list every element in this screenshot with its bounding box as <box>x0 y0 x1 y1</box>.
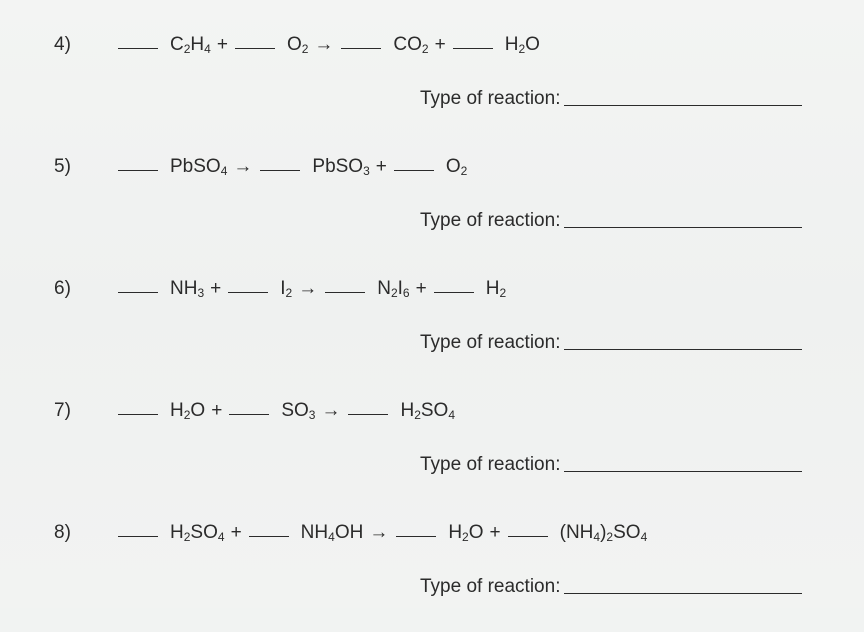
formula-text: O <box>468 522 484 543</box>
formula-subscript: 2 <box>518 42 526 56</box>
formula-text: O <box>525 34 540 55</box>
plus-sign: + <box>210 278 222 299</box>
reaction-type-answer-blank[interactable] <box>564 592 802 594</box>
formula-text: CO <box>393 34 422 55</box>
problem-number: 6) <box>54 278 71 299</box>
chemical-equation <box>118 400 455 422</box>
formula-text: PbSO <box>170 156 221 177</box>
chemical-formula <box>281 400 315 422</box>
formula-text: N <box>377 278 391 299</box>
formula-subscript: 4 <box>593 530 601 544</box>
chemical-formula <box>170 522 225 544</box>
reaction-type-label: Type of reaction: <box>420 210 561 231</box>
problem-item <box>0 400 864 510</box>
formula-text: H <box>170 400 184 421</box>
plus-sign: + <box>211 400 223 421</box>
coefficient-blank[interactable] <box>341 47 381 49</box>
coefficient-blank[interactable] <box>249 535 289 537</box>
formula-subscript: 2 <box>499 286 507 300</box>
chemical-equation <box>118 156 467 178</box>
problem-number: 8) <box>54 522 71 543</box>
chemical-formula <box>170 34 211 56</box>
coefficient-blank[interactable] <box>118 413 158 415</box>
coefficient-blank[interactable] <box>228 291 268 293</box>
formula-text: ) <box>600 522 607 543</box>
reaction-type-line <box>420 210 802 232</box>
formula-text: H <box>170 522 184 543</box>
reaction-type-label: Type of reaction: <box>420 88 561 109</box>
formula-subscript: 4 <box>204 42 211 56</box>
chemical-equation <box>118 522 647 544</box>
coefficient-blank[interactable] <box>394 169 434 171</box>
coefficient-blank[interactable] <box>434 291 474 293</box>
reaction-type-answer-blank[interactable] <box>564 348 802 350</box>
formula-subscript: 4 <box>217 530 225 544</box>
coefficient-blank[interactable] <box>508 535 548 537</box>
coefficient-blank[interactable] <box>325 291 365 293</box>
problem-item <box>0 156 864 266</box>
formula-subscript: 2 <box>414 408 421 422</box>
chemical-formula <box>312 156 369 178</box>
reaction-type-answer-blank[interactable] <box>564 104 802 106</box>
reaction-arrow: → <box>321 400 341 421</box>
chemical-formula <box>393 34 428 56</box>
coefficient-blank[interactable] <box>118 535 158 537</box>
formula-subscript: 2 <box>421 42 429 56</box>
formula-text: SO <box>281 400 309 421</box>
formula-text: O <box>190 400 206 421</box>
formula-text: PbSO <box>312 156 364 177</box>
reaction-type-line <box>420 88 802 110</box>
chemical-formula <box>170 156 227 178</box>
coefficient-blank[interactable] <box>453 47 493 49</box>
reaction-type-label: Type of reaction: <box>420 576 561 597</box>
formula-subscript: 2 <box>390 286 398 300</box>
formula-subscript: 2 <box>183 42 191 56</box>
formula-text: SO <box>613 522 641 543</box>
coefficient-blank[interactable] <box>118 291 158 293</box>
formula-subscript: 2 <box>460 164 468 178</box>
chemical-formula <box>505 34 540 56</box>
chemical-formula <box>400 400 455 422</box>
formula-text: OH <box>334 522 364 543</box>
coefficient-blank[interactable] <box>235 47 275 49</box>
formula-subscript: 2 <box>183 530 191 544</box>
formula-text: I <box>280 278 286 299</box>
plus-sign: + <box>375 156 387 177</box>
formula-text: H <box>485 278 500 299</box>
reaction-type-label: Type of reaction: <box>420 332 561 353</box>
reaction-arrow: → <box>369 522 389 543</box>
formula-subscript: 4 <box>640 530 648 544</box>
formula-subscript: 3 <box>363 164 370 178</box>
coefficient-blank[interactable] <box>396 535 436 537</box>
formula-text: SO <box>420 400 449 421</box>
problem-number: 7) <box>54 400 71 421</box>
plus-sign: + <box>415 278 427 299</box>
formula-subscript: 3 <box>308 408 316 422</box>
problem-item <box>0 522 864 632</box>
chemical-formula <box>170 400 205 422</box>
formula-subscript: 2 <box>606 530 614 544</box>
formula-subscript: 6 <box>402 286 410 300</box>
formula-subscript: 2 <box>183 408 191 422</box>
formula-text: H <box>400 400 415 421</box>
formula-subscript: 4 <box>220 164 228 178</box>
plus-sign: + <box>489 522 501 543</box>
problem-item <box>0 278 864 388</box>
problem-number: 5) <box>54 156 71 177</box>
chemical-formula <box>560 522 648 544</box>
plus-sign: + <box>230 522 242 543</box>
formula-subscript: 2 <box>301 42 309 56</box>
formula-text: O <box>286 34 302 55</box>
chemical-formula <box>287 34 308 56</box>
coefficient-blank[interactable] <box>260 169 300 171</box>
reaction-arrow: → <box>314 34 334 55</box>
chemical-formula <box>170 278 204 300</box>
formula-text: NH <box>300 522 329 543</box>
chemical-formula <box>446 156 467 178</box>
formula-text: C <box>170 34 184 55</box>
chemical-formula <box>448 522 483 544</box>
chemical-equation <box>118 34 540 56</box>
formula-text: SO <box>190 522 218 543</box>
chemical-formula <box>280 278 292 300</box>
coefficient-blank[interactable] <box>229 413 269 415</box>
chemical-formula <box>377 278 409 300</box>
reaction-type-line <box>420 332 802 354</box>
reaction-type-line <box>420 454 802 476</box>
formula-text: H <box>190 34 205 55</box>
chemical-formula <box>301 522 364 544</box>
coefficient-blank[interactable] <box>118 47 158 49</box>
plus-sign: + <box>434 34 446 55</box>
reaction-arrow: → <box>298 278 318 299</box>
formula-text: H <box>504 34 519 55</box>
problem-item <box>0 34 864 144</box>
reaction-type-answer-blank[interactable] <box>564 226 802 228</box>
formula-subscript: 4 <box>328 530 335 544</box>
formula-text: NH <box>170 278 198 299</box>
formula-subscript: 2 <box>462 530 469 544</box>
problem-number: 4) <box>54 34 71 55</box>
formula-subscript: 2 <box>285 286 293 300</box>
formula-text: (NH <box>559 522 594 543</box>
reaction-arrow: → <box>233 156 253 177</box>
plus-sign: + <box>216 34 228 55</box>
formula-text: I <box>397 278 403 299</box>
chemical-equation <box>118 278 506 300</box>
chemical-formula <box>486 278 506 300</box>
coefficient-blank[interactable] <box>348 413 388 415</box>
formula-subscript: 4 <box>448 408 456 422</box>
reaction-type-label: Type of reaction: <box>420 454 561 475</box>
formula-subscript: 3 <box>197 286 205 300</box>
reaction-type-line <box>420 576 802 598</box>
reaction-type-answer-blank[interactable] <box>564 470 802 472</box>
formula-text: H <box>448 522 463 543</box>
formula-text: O <box>445 156 461 177</box>
coefficient-blank[interactable] <box>118 169 158 171</box>
